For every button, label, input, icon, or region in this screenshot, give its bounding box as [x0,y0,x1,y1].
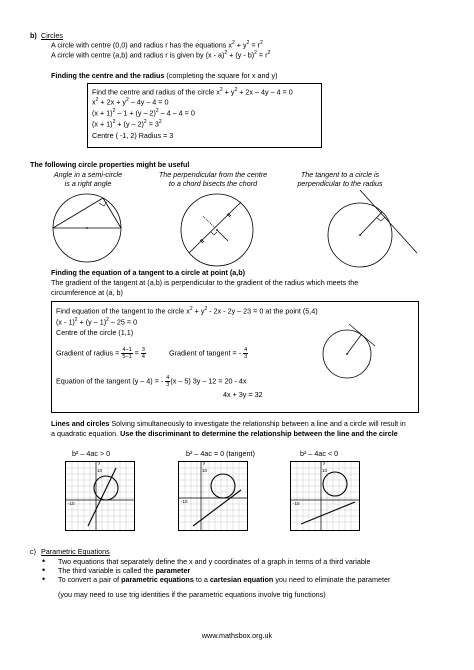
graph-1-tick-10: 10 [97,468,103,473]
semicircle-diagram [25,190,145,265]
graph-2-axis-y: y [203,460,206,466]
gradient-tangent: Gradient of tangent = - $\frac{4}{3}$ [169,347,248,361]
section-heading-parametric: Parametric Equations [41,547,110,556]
tangent-equation: Equation of the tangent (y – 4) = - $\frac{4}{3}$ (x – 5) 3y – 12 = 20 - 4x [56,375,247,389]
properties-heading: The following circle properties might be useful [30,160,190,169]
tangent-heading: Finding the equation of a tangent to a circle at point (a,b) [51,268,246,277]
graph-2-tick-10: 10 [202,468,208,473]
parametric-bullet-3: • To convert a pair of parametric equations to a cartesian equation you need to eliminate the parameter [30,575,390,584]
parametric-bullet-list [30,557,390,584]
chord-bisector-diagram [175,190,265,270]
property-1-caption: Angle in a semi-circle is a right angle [53,170,123,188]
graph-3-tick-minus10: -10 [293,501,300,506]
centre-radius-line-2: $x^2 + 2x + y^2 - 4y - 4 = 0$ [92,97,169,107]
centre-radius-result: Centre ( -1, 2) Radius = 3 [92,131,174,140]
footer-url[interactable]: www.mathsbox.org.uk [201,631,273,640]
lines-circles-text-1: Lines and circles Solving simultaneously to investigate the relationship between a line and a circle will result in [51,419,406,428]
tangent-equation-final: 4x + 3y = 32 [223,390,263,399]
centre-radius-line-3: $(x + 1)^2 - 1 + (y - 2)^2 - 4 - 4 = 0$ [92,108,195,118]
parametric-note: (you may need to use trig identities if the parametric equations involve trig functions) [58,590,326,599]
centre-radius-example-box [87,83,322,148]
tangent-description-2: circumference at (a, b) [51,288,123,297]
graph-2-tick-minus10: -10 [181,499,188,504]
parametric-bullet-1: • Two equations that separately define the x and y coordinates of a graph in terms of a third variable [30,557,390,566]
property-3-caption: The tangent to a circle is perpendicular to the radius [297,170,383,188]
graph-1-axis-y: y [98,460,101,466]
tangent-line-2: (x - 1)$^2$ + (y – 1)$^2$ – 25 = 0 [56,317,138,327]
graph-2-label: b² – 4ac = 0 (tangent) [186,449,255,458]
section-marker-c: c) [30,547,36,556]
property-2-caption: The perpendicular from the centre to a chord bisects the chord [158,170,268,188]
lines-circles-text-2: a quadratic equation. Use the discriminant to determine the relationship between the line and the circle [51,429,398,438]
tangent-radius-diagram [325,185,430,275]
graph-tangent [178,461,248,531]
graph-3-axis-y: y [323,460,326,466]
centre-radius-line-4: $(x + 1)^2 + (y - 2)^2 = 3^2$ [92,119,162,129]
graph-1-tick-minus10: -10 [68,501,75,506]
circle-equation-origin: A circle with centre (0,0) and radius r has the equations $x^2 + y^2 = r^2$ [51,40,263,50]
centre-radius-heading: Finding the centre and the radius (completing the square for x and y) [51,71,278,80]
graph-no-intersection [290,461,360,531]
parametric-bullet-2: • The third variable is called the parameter [30,566,390,575]
graph-3-tick-10: 10 [322,468,328,473]
tangent-line-1: Find equation of the tangent to the circle $x^2 + y^2 - 2x - 2y - 23 = 0$ at the point (5,4) [56,306,318,316]
graph-two-intersections [65,461,135,531]
tangent-example-box [51,301,419,413]
tangent-centre: Centre of the circle (1,1) [56,328,134,337]
section-marker-b: b) [30,31,37,40]
tangent-example-diagram [317,320,387,390]
graph-3-label: b² – 4ac < 0 [300,449,339,458]
graph-1-label: b² – 4ac > 0 [72,449,111,458]
centre-radius-line-1: Find the centre and radius of the circle $x^2 + y^2 + 2x - 4y - 4 = 0$ [92,87,293,97]
section-heading-circles: Circles [41,31,63,40]
gradient-radius: Gradient of radius = $\frac{4-1}{5-1}$ = $\frac{3}{4}$ [56,347,145,361]
tangent-description-1: The gradient of the tangent at (a,b) is perpendicular to the gradient of the radius which meets the [51,278,359,287]
circle-equation-general: A circle with centre (a,b) and radius r is given by $(x - a)^2 + (y - b)^2 = r^2$ [51,50,271,60]
